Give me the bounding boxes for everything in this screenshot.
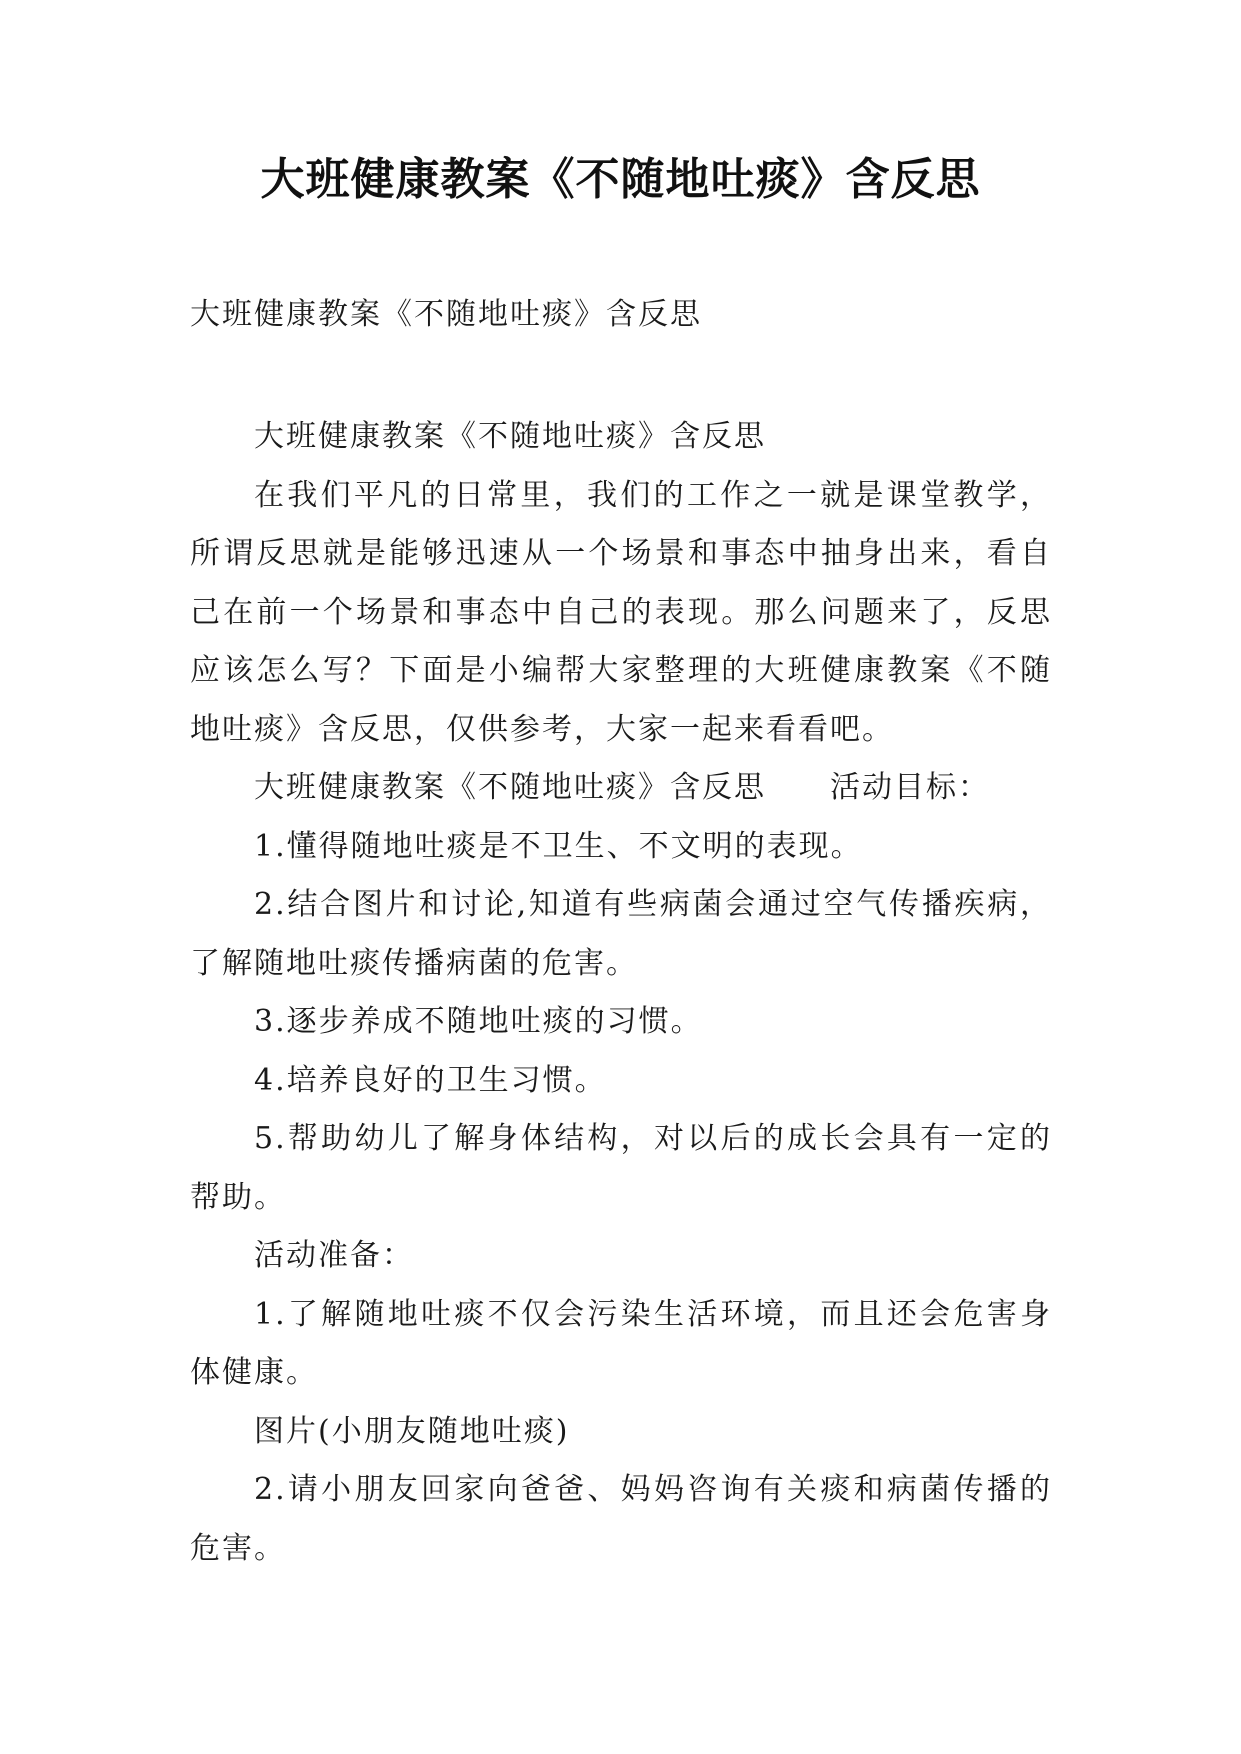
- document-subtitle: 大班健康教案《不随地吐痰》含反思: [190, 297, 702, 332]
- document-body: [190, 408, 1052, 1578]
- preparation-heading: 活动准备：: [254, 1238, 414, 1273]
- preparation-item-2: 2.请小朋友回家向爸爸、妈妈咨询有关痰和病菌传播的危害。: [190, 1472, 1052, 1566]
- document-title: 大班健康教案《不随地吐痰》含反思: [260, 154, 981, 205]
- goal-item-2: 2.结合图片和讨论,知道有些病菌会通过空气传播疾病，了解随地吐痰传播病菌的危害。: [190, 887, 1052, 981]
- preparation-item-1: 1.了解随地吐痰不仅会污染生活环境，而且还会危害身体健康。: [190, 1296, 1052, 1390]
- goal-item-1: 1.懂得随地吐痰是不卫生、不文明的表现。: [254, 828, 863, 864]
- goal-item-4: 4.培养良好的卫生习惯。: [254, 1062, 607, 1098]
- paragraph-goals-heading: 大班健康教案《不随地吐痰》含反思 活动目标：: [254, 770, 990, 805]
- goal-item-3: 3.逐步养成不随地吐痰的习惯。: [254, 1004, 703, 1039]
- goal-item-5: 5.帮助幼儿了解身体结构，对以后的成长会具有一定的帮助。: [190, 1121, 1052, 1215]
- paragraph-intro: 在我们平凡的日常里，我们的工作之一就是课堂教学，所谓反思就是能够迅速从一个场景和事态中抽身出来，看自己在前一个场景和事态中自己的表现。那么问题来了，反思应该怎么写？下面是小编帮大家整理的大班健康教案《不随地吐痰》含反思，仅供参考，大家一起来看看吧。: [190, 477, 1052, 747]
- preparation-picture-note: 图片(小朋友随地吐痰): [254, 1413, 570, 1449]
- paragraph-heading: 大班健康教案《不随地吐痰》含反思: [254, 419, 766, 454]
